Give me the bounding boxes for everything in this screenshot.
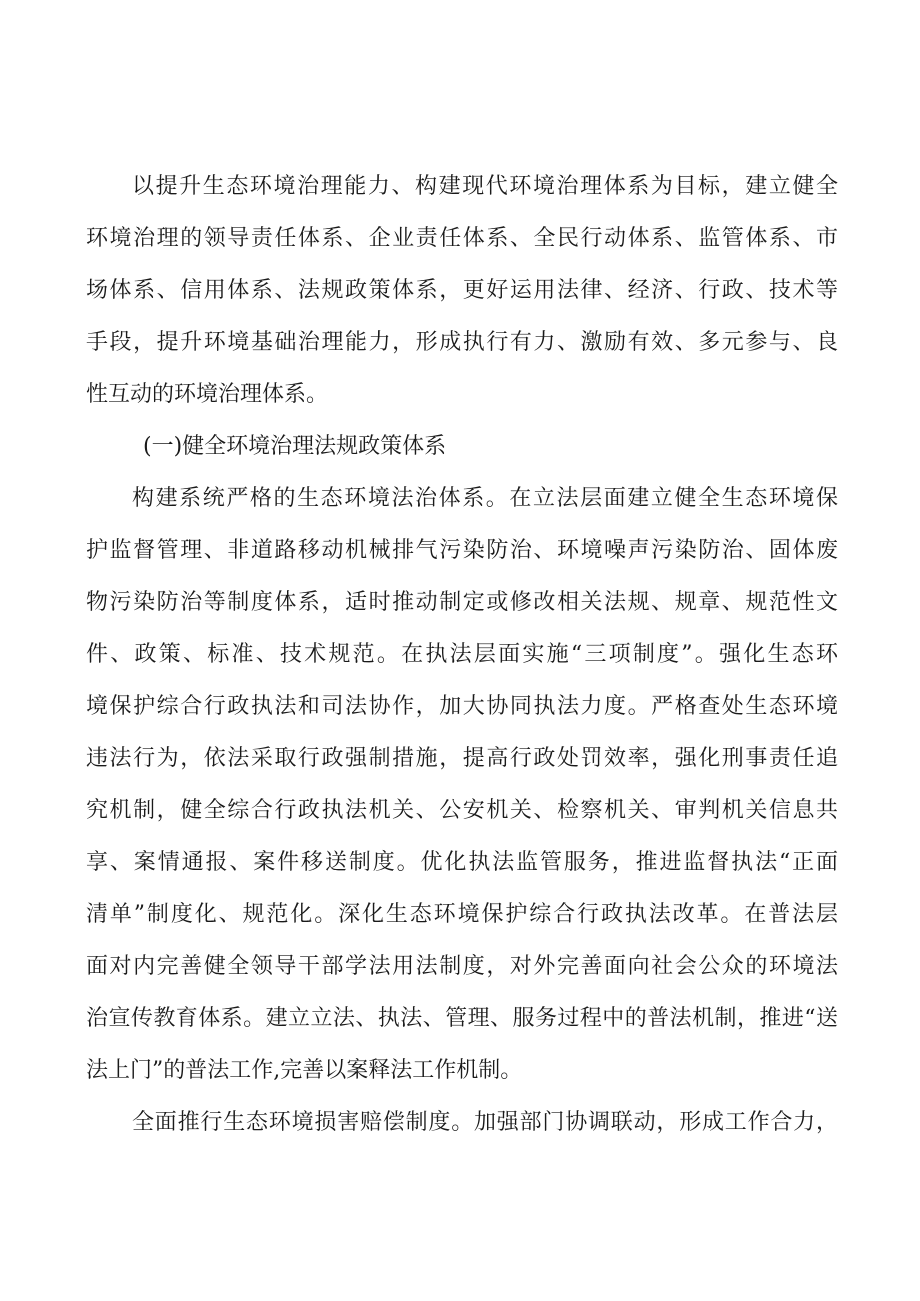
document-body: [86, 161, 838, 1149]
text-line: 以提升生态环境治理能力、构建现代环境治理体系为目标，建立健全: [132, 174, 838, 199]
text-line: 治宣传教育体系。建立立法、执法、管理、服务过程中的普法机制，推进“送: [86, 1006, 838, 1031]
text-line: 享、案情通报、案件移送制度。优化执法监管服务，推进监督执法“正面: [86, 850, 838, 875]
text-line: 违法行为，依法采取行政强制措施，提高行政处罚效率，强化刑事责任追: [86, 746, 838, 771]
text-line: 环境治理的领导责任体系、企业责任体系、全民行动体系、监管体系、市: [86, 226, 838, 251]
text-line: 境保护综合行政执法和司法协作，加大协同执法力度。严格查处生态环境: [86, 694, 838, 719]
text-line: 护监督管理、非道路移动机械排气污染防治、环境噪声污染防治、固体废: [86, 538, 838, 563]
text-line: 手段，提升环境基础治理能力，形成执行有力、激励有效、多元参与、良: [86, 330, 838, 355]
text-line: 法上门”的普法工作,完善以案释法工作机制。: [86, 1058, 523, 1083]
text-line: 究机制，健全综合行政执法机关、公安机关、检察机关、审判机关信息共: [86, 798, 838, 823]
paragraph-1: [86, 161, 838, 421]
text-line: 构建系统严格的生态环境法治体系。在立法层面建立健全生态环境保: [132, 486, 838, 511]
text-line: 性互动的环境治理体系。: [86, 382, 329, 407]
paragraph-3: [86, 1097, 838, 1149]
section-heading-text: (一)健全环境治理法规政策体系: [143, 434, 447, 459]
section-heading: [86, 421, 838, 473]
text-line: 面对内完善健全领导干部学法用法制度，对外完善面向社会公众的环境法: [86, 954, 838, 979]
paragraph-2: [86, 473, 838, 1097]
text-line: 清单”制度化、规范化。深化生态环境保护综合行政执法改革。在普法层: [86, 902, 838, 927]
text-line: 件、政策、标准、技术规范。在执法层面实施“三项制度”。强化生态环: [86, 642, 838, 667]
text-line: 全面推行生态环境损害赔偿制度。加强部门协调联动，形成工作合力，: [132, 1110, 838, 1135]
text-line: 场体系、信用体系、法规政策体系，更好运用法律、经济、行政、技术等: [86, 278, 838, 303]
text-line: 物污染防治等制度体系，适时推动制定或修改相关法规、规章、规范性文: [86, 590, 838, 615]
